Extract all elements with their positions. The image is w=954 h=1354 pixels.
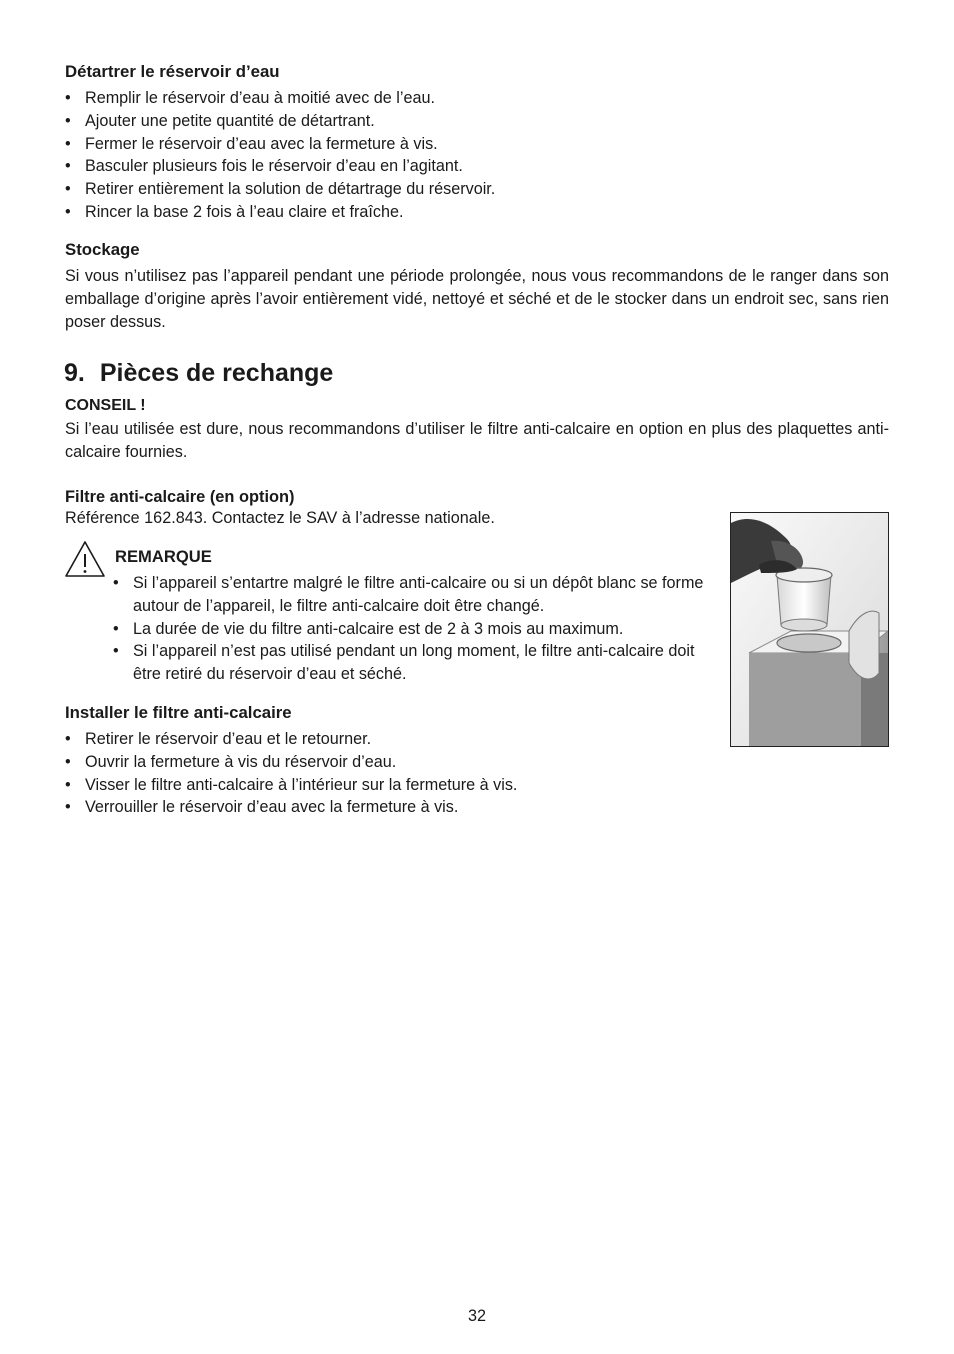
- list-item: • Ajouter une petite quantité de détartrant.: [65, 110, 895, 133]
- list-item: • Verrouiller le réservoir d’eau avec la fermeture à vis.: [65, 796, 715, 819]
- heading-stockage: Stockage: [65, 240, 140, 259]
- remarque-label: REMARQUE: [115, 547, 212, 566]
- section-heading-pieces: [64, 359, 333, 388]
- list-item: • Fermer le réservoir d’eau avec la fermeture à vis.: [65, 133, 895, 156]
- conseil-text: Si l’eau utilisée est dure, nous recommandons d’utiliser le filtre anti-calcaire en option en plus des plaquettes anti-calcaire fournies.: [65, 420, 889, 461]
- page-number: 32: [467, 1307, 486, 1325]
- list-installer: [65, 728, 715, 819]
- list-detartrer: [65, 87, 895, 224]
- list-item: • Basculer plusieurs fois le réservoir d’eau en l’agitant.: [65, 155, 895, 178]
- list-item: • Retirer le réservoir d’eau et le retourner.: [65, 728, 715, 751]
- list-item: • Retirer entièrement la solution de détartrage du réservoir.: [65, 178, 895, 201]
- list-item: • Si l’appareil s’entartre malgré le filtre anti-calcaire ou si un dépôt blanc se forme autour de l’appareil, le filtre anti-calcaire doit être changé.: [113, 572, 717, 618]
- warning-triangle-icon: [64, 540, 106, 578]
- list-item: • Remplir le réservoir d’eau à moitié avec de l’eau.: [65, 87, 895, 110]
- list-item: • La durée de vie du filtre anti-calcaire est de 2 à 3 mois au maximum.: [113, 618, 717, 641]
- filtre-reference-text: Référence 162.843. Contactez le SAV à l’adresse nationale.: [65, 509, 495, 527]
- stockage-text: Si vous n’utilisez pas l’appareil pendant une période prolongée, nous vous recommandons de le ranger dans son emballage d’origine après l’avoir entièrement vidé, nettoyé et séché et de le stocker dans un endroit sec, sans rien poser dessus.: [65, 267, 889, 331]
- heading-detartrer: Détartrer le réservoir d’eau: [65, 62, 280, 81]
- heading-filtre: Filtre anti-calcaire (en option): [65, 488, 295, 506]
- section-title: Pièces de rechange: [99, 359, 334, 387]
- list-item: • Ouvrir la fermeture à vis du réservoir d’eau.: [65, 751, 715, 774]
- list-remarque: [113, 572, 717, 686]
- conseil-label: CONSEIL !: [65, 397, 146, 414]
- filter-installation-photo: [730, 512, 889, 747]
- list-item: • Visser le filtre anti-calcaire à l’intérieur sur la fermeture à vis.: [65, 774, 715, 797]
- list-item: • Si l’appareil n’est pas utilisé pendant un long moment, le filtre anti-calcaire doit être retiré du réservoir d’eau et séché.: [113, 640, 717, 686]
- list-item: • Rincer la base 2 fois à l’eau claire et fraîche.: [65, 201, 895, 224]
- section-number: 9.: [64, 359, 85, 387]
- heading-installer: Installer le filtre anti-calcaire: [65, 703, 292, 722]
